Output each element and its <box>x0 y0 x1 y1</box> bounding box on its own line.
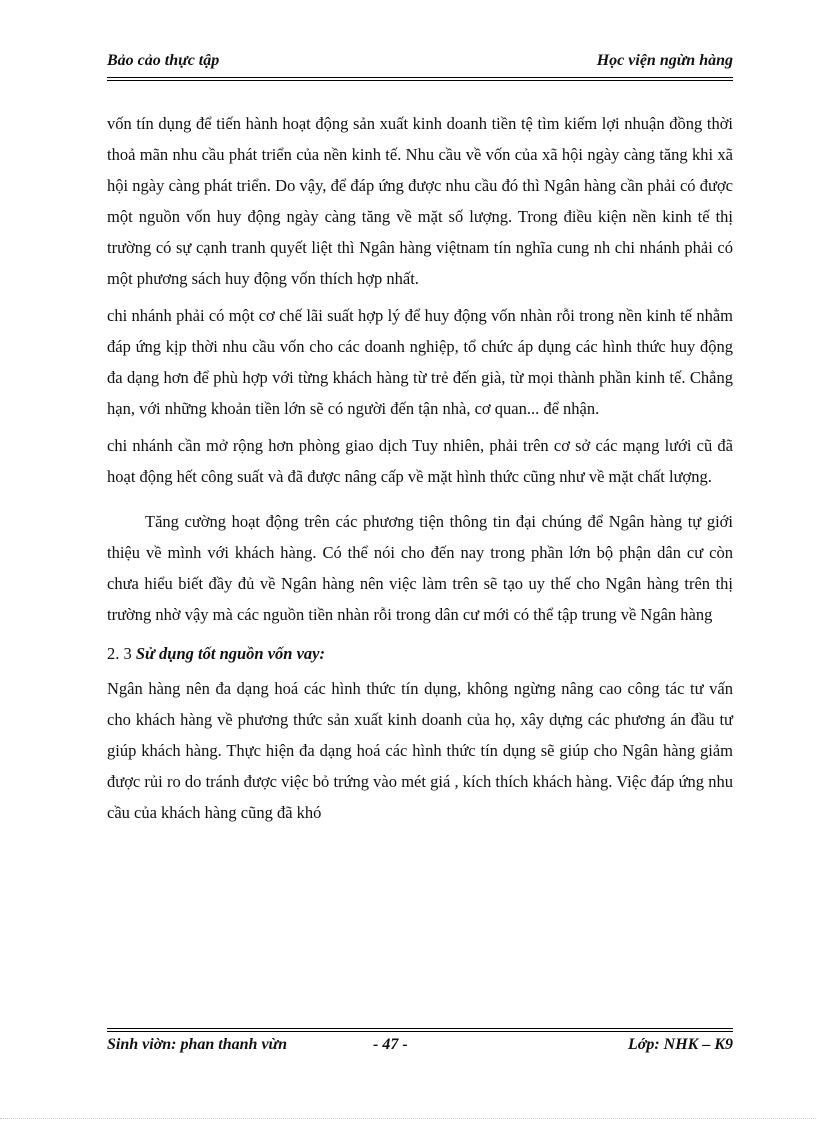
section-title: Sử dụng tốt nguồn vốn vay: <box>135 644 326 663</box>
page-footer <box>107 1036 733 1058</box>
section-heading <box>107 638 733 669</box>
paragraph-5: Ngân hàng nên đa dạng hoá các hình thức tín dụng, không ngừng nâng cao công tác tư vấn cho khách hàng về phương thức sản xuất kinh doanh của họ, xây dựng các phương án đầu tư giúp khách hàng. Thực hiện đa dạng hoá các hình thức tín dụng sẽ giúp cho Ngân hàng giảm được rủi ro do tránh được việc bỏ trứng vào mét giá , kích thích khách hàng. Việc đáp ứng nhu cầu của khách hàng cũng đã khó <box>107 679 733 822</box>
page-number: - 47 - <box>373 1036 408 1053</box>
page-body <box>107 108 733 828</box>
footer-rule-bottom <box>107 1031 733 1032</box>
footer-class: Lớp: NHK – K9 <box>627 1036 733 1053</box>
paragraph-4: Tăng cường hoạt động trên các phương tiện thông tin đại chúng để Ngân hàng tự giới thiệu về mình với khách hàng. Có thể nói cho đến nay trong phần lớn bộ phận dân cư còn chưa hiểu biết đầy đủ về Ngân hàng nên việc làm trên sẽ tạo uy thế cho Ngân hàng trên thị trường nhờ vậy mà các nguồn tiền nhàn rỗi trong dân cư mới có thể tập trung về Ngân hàng <box>107 512 733 624</box>
paragraph-2: chi nhánh phải có một cơ chế lãi suất hợp lý để huy động vốn nhàn rỗi trong nền kinh tế nhằm đáp ứng kịp thời nhu cầu vốn cho các doanh nghiệp, tổ chức áp dụng các hình thức huy động đa dạng hơn để phù hợp với từng khách hàng từ trẻ đến già, từ mọi thành phần kinh tế. Chẳng hạn, với những khoản tiền lớn sẽ có người đến tận nhà, cơ quan... để nhận. <box>107 306 733 418</box>
header-rule-bottom <box>107 80 733 81</box>
section-number: 2. 3 <box>107 644 132 663</box>
header-report-title: Bảo cảo thực tập <box>107 52 220 69</box>
header-institution: Học viện ngừn hàng <box>596 52 733 69</box>
footer-rule-top <box>107 1028 733 1029</box>
paragraph-1: vốn tín dụng để tiến hành hoạt động sản xuất kinh doanh tiền tệ tìm kiếm lợi nhuận đồng thời thoả mãn nhu cầu phát triển của nền kinh tế. Nhu cầu về vốn của xã hội ngày càng tăng khi xã hội ngày càng phát triển. Do vậy, để đáp ứng được nhu cầu đó thì Ngân hàng cần phải có được một nguồn vốn huy động ngày càng tăng về mặt số lượng. Trong điều kiện nền kinh tế thị trường có sự cạnh tranh quyết liệt thì Ngân hàng việtnam tín nghĩa cung nh chi nhánh phải có một phương sách huy động vốn thích hợp nhất. <box>107 114 733 288</box>
paragraph-3: chi nhánh cần mở rộng hơn phòng giao dịch Tuy nhiên, phải trên cơ sở các mạng lưới cũ đã hoạt động hết công suất và đã được nâng cấp về mặt hình thức cũng như về mặt chất lượng. <box>107 436 733 486</box>
page-edge <box>0 1118 816 1119</box>
page-header <box>107 52 733 74</box>
header-rule-top <box>107 77 733 78</box>
footer-student-name: Sinh viờn: phan thanh vừn <box>107 1036 288 1053</box>
